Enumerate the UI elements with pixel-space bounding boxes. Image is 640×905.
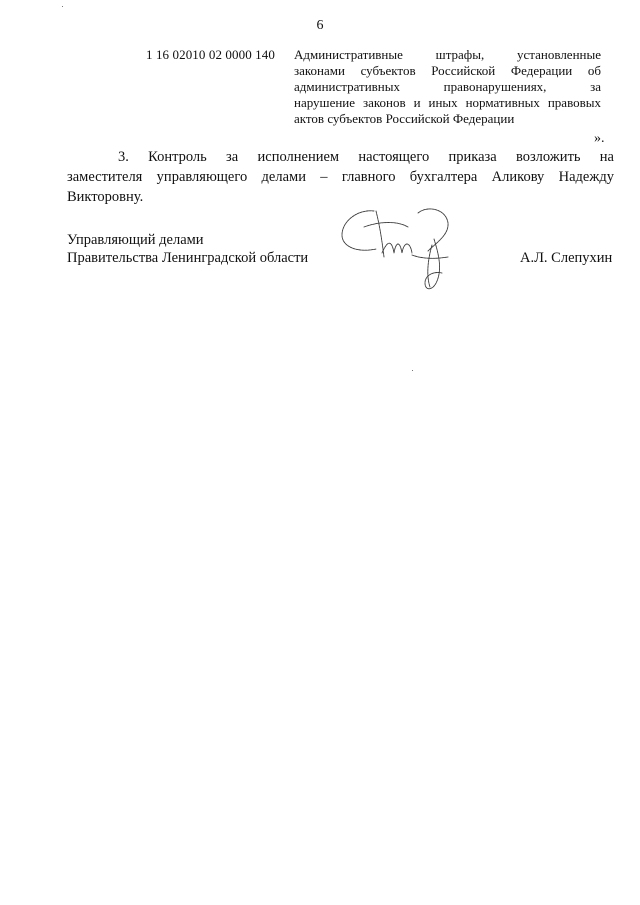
paragraph-line: 3. Контроль за исполнением настоящего приказа возложить на [118,149,614,165]
page-number: 6 [316,18,324,33]
scan-speck [412,370,413,371]
code-description-line: нарушение законов и иных нормативных правовых [294,95,601,110]
code-description-line: административных правонарушениях, за [294,79,601,94]
signer-position-line-1: Управляющий делами [67,232,204,248]
scan-speck [62,6,63,7]
code-description-line: актов субъектов Российской Федерации [294,111,515,126]
paragraph-line: заместителя управляющего делами – главного бухгалтера Аликову Надежду [67,169,614,185]
closing-quote: ». [594,131,605,146]
handwritten-signature-icon [336,201,461,295]
code-description-line: законами субъектов Российской Федерации об [294,63,601,78]
code-description-line: Административные штрафы, установленные [294,47,601,62]
signer-name: А.Л. Слепухин [520,250,613,266]
signer-position-line-2: Правительства Ленинградской области [67,250,309,266]
paragraph-line: Викторовну. [67,189,144,205]
budget-classification-code: 1 16 02010 02 0000 140 [146,47,275,62]
